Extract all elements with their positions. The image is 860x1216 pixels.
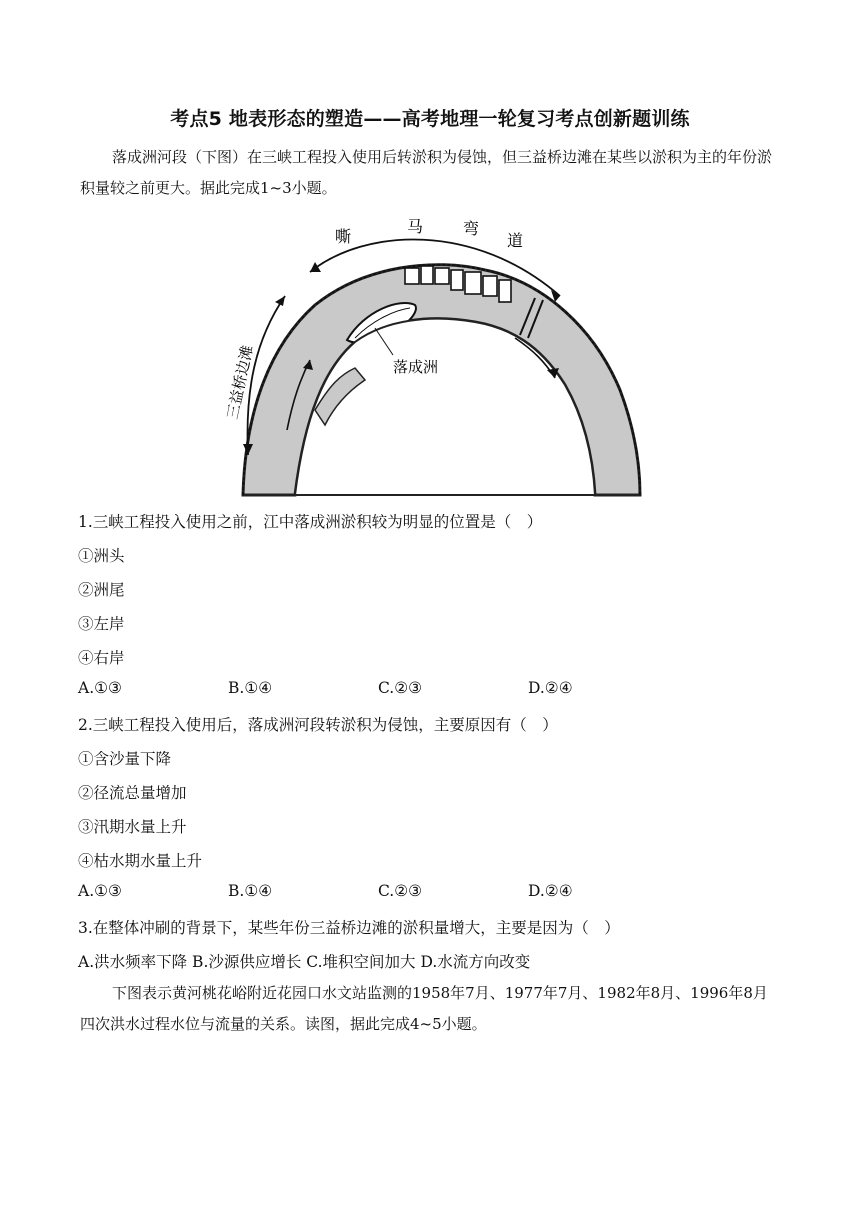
- q3-choices[interactable]: A.洪水频率下降 B.沙源供应增长 C.堆积空间加大 D.水流方向改变: [78, 953, 531, 971]
- intro-text-2: 下图表示黄河桃花峪附近花园口水文站监测的1958年7月、1977年7月、1982年8月、1996年8月四次洪水过程水位与流量的关系。读图，据此完成4~5小题。: [80, 984, 768, 1033]
- q2-choice-a[interactable]: A.①③: [78, 882, 122, 900]
- q1-item-3: ③左岸: [78, 615, 125, 633]
- river-map-svg: [215, 210, 655, 500]
- river-map-figure: [215, 210, 655, 500]
- intro-paragraph-2: [80, 978, 780, 1040]
- label-sanyiqiao: 三益桥边滩: [223, 343, 257, 421]
- label-si: 嘶: [335, 227, 352, 246]
- label-dao: 道: [507, 231, 524, 250]
- q1-choice-d[interactable]: D.②④: [528, 679, 573, 697]
- q1-item-1: ①洲头: [78, 547, 125, 565]
- q2-item-3: ③汛期水量上升: [78, 818, 187, 836]
- q1-item-2: ②洲尾: [78, 581, 125, 599]
- q3-stem: 3.在整体冲刷的背景下，某些年份三益桥边滩的淤积量增大，主要是因为（ ）: [78, 919, 620, 937]
- q2-choice-c[interactable]: C.②③: [378, 882, 423, 900]
- intro-text-1: 落成洲河段（下图）在三峡工程投入使用后转淤积为侵蚀，但三益桥边滩在某些以淤积为主的年份淤积量较之前更大。据此完成1~3小题。: [80, 148, 773, 197]
- q1-stem: 1.三峡工程投入使用之前，江中落成洲淤积较为明显的位置是（ ）: [78, 513, 543, 531]
- q1-choice-b[interactable]: B.①④: [228, 679, 273, 697]
- q2-item-1: ①含沙量下降: [78, 750, 172, 768]
- q1-item-4: ④右岸: [78, 649, 125, 667]
- intro-paragraph-1: [80, 142, 780, 204]
- label-luochengzhou: 落成洲: [393, 358, 439, 376]
- page-title: 考点5 地表形态的塑造——高考地理一轮复习考点创新题训练: [170, 108, 690, 130]
- q2-choice-d[interactable]: D.②④: [528, 882, 573, 900]
- q2-item-4: ④枯水期水量上升: [78, 852, 203, 870]
- label-wan: 弯: [463, 219, 480, 238]
- q2-stem: 2.三峡工程投入使用后，落成洲河段转淤积为侵蚀，主要原因有（ ）: [78, 716, 558, 734]
- q1-choice-c[interactable]: C.②③: [378, 679, 423, 697]
- q1-choice-a[interactable]: A.①③: [78, 679, 122, 697]
- label-ma: 马: [407, 217, 424, 236]
- q2-choice-b[interactable]: B.①④: [228, 882, 273, 900]
- q2-item-2: ②径流总量增加: [78, 784, 187, 802]
